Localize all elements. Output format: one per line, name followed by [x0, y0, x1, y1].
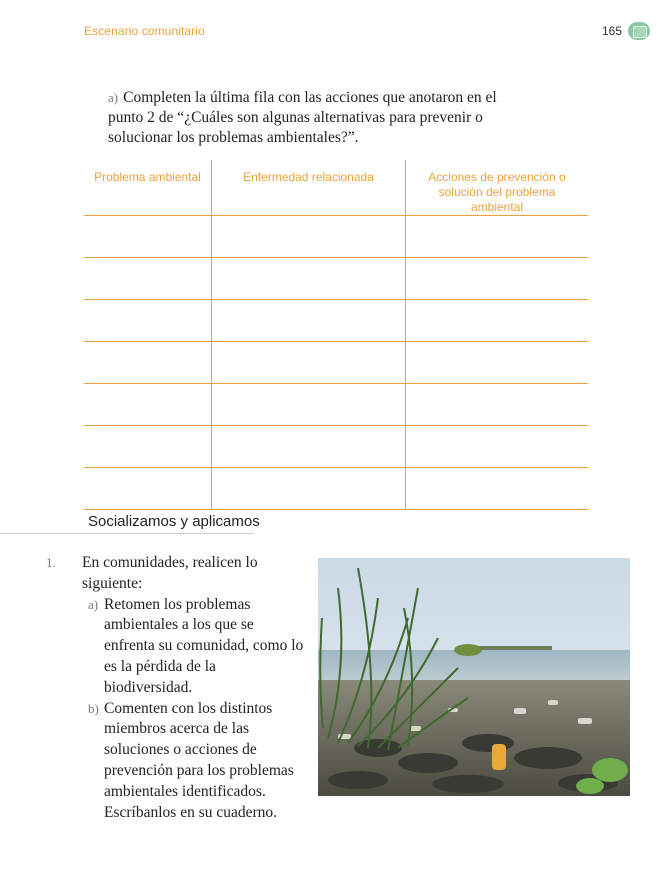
table-row [84, 300, 588, 342]
table-cell[interactable] [406, 342, 589, 384]
activity-subitem-a [64, 595, 304, 699]
table-cell[interactable] [84, 384, 212, 426]
page-header-right [602, 22, 650, 40]
photo-illustration [318, 558, 630, 796]
section-header-title: Escenario comunitario [84, 24, 205, 38]
activity-number: 1. [46, 555, 56, 570]
activity-intro: En comunidades, realicen lo siguiente: [82, 554, 258, 592]
table-cell[interactable] [406, 468, 589, 510]
table-cell[interactable] [84, 300, 212, 342]
table-row [84, 342, 588, 384]
activity-list [46, 553, 304, 823]
instruction-text: Completen la última fila con las acciones que anotaron en el punto 2 de “¿Cuáles son algunas alternativas para prevenir o solucionar los problemas ambientales?”. [108, 89, 497, 146]
table-cell[interactable] [406, 300, 589, 342]
subitem-marker: a) [88, 596, 99, 612]
subitem-text: Retomen los problemas ambientales a los que se enfrenta su comunidad, como lo es la pérdida de la biodiversidad. [104, 595, 304, 696]
page-number: 165 [601, 24, 622, 38]
section-divider [0, 533, 254, 534]
table-row [84, 384, 588, 426]
environment-table [84, 160, 588, 510]
header-acciones: Acciones de prevención o solución del problema ambiental [406, 160, 589, 216]
table-cell[interactable] [406, 216, 589, 258]
table-row [84, 468, 588, 510]
table-cell[interactable] [212, 384, 406, 426]
table-cell[interactable] [84, 426, 212, 468]
table-cell[interactable] [84, 468, 212, 510]
subitem-marker: b) [88, 700, 99, 716]
table-cell[interactable] [84, 216, 212, 258]
table-cell[interactable] [212, 258, 406, 300]
table-cell[interactable] [212, 216, 406, 258]
activity-subitem-b [64, 699, 304, 824]
table-cell[interactable] [212, 468, 406, 510]
subitem-text: Comenten con los distintos miembros acerca de las soluciones o acciones de prevención para los problemas ambientales identificados. Escríbanlos en su cuaderno. [104, 699, 294, 821]
table-row [84, 216, 588, 258]
table-cell[interactable] [212, 426, 406, 468]
header-enfermedad: Enfermedad relacionada [212, 160, 406, 216]
table-row [84, 426, 588, 468]
book-icon [628, 22, 650, 40]
instruction-marker: a) [108, 90, 119, 105]
table-header-row [84, 160, 588, 216]
table-cell[interactable] [406, 258, 589, 300]
table-cell[interactable] [406, 426, 589, 468]
table-cell[interactable] [84, 342, 212, 384]
table-cell[interactable] [212, 300, 406, 342]
table-cell[interactable] [84, 258, 212, 300]
instruction-a [108, 88, 508, 148]
activity-item-1 [46, 553, 304, 595]
section-title: Socializamos y aplicamos [88, 513, 260, 530]
polluted-shore-photo [318, 558, 630, 796]
table-row [84, 258, 588, 300]
table-cell[interactable] [406, 384, 589, 426]
header-problema: Problema ambiental [84, 160, 212, 216]
table-cell[interactable] [212, 342, 406, 384]
